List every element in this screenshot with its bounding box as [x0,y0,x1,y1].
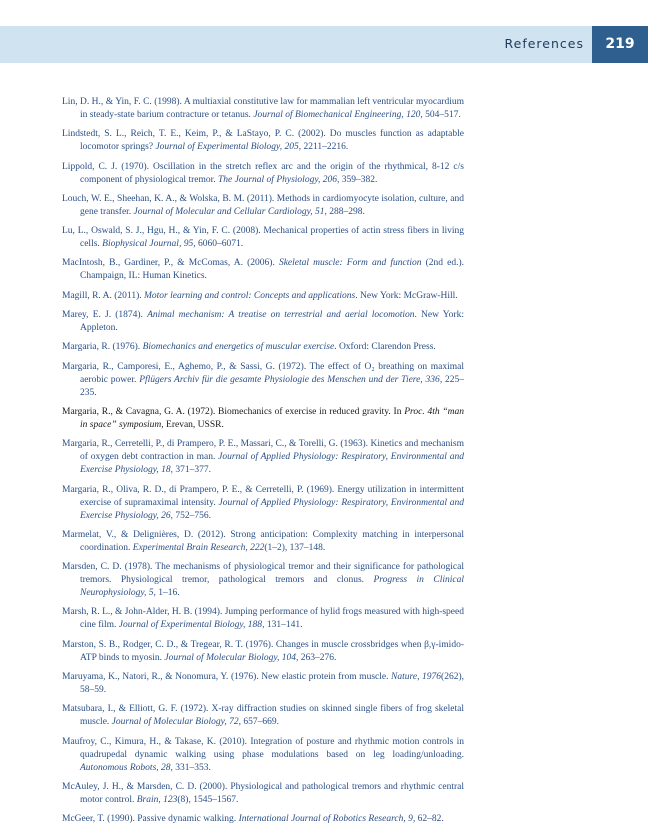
reference-text: (262), 58–59. [80,672,464,696]
reference-text: Matsubara, I., & Elliott, G. F. (1972). X-ray diffraction studies on skinned single fibers of frog skeletal muscle. [62,704,464,728]
reference-source: Biophysical Journal, 95 [102,239,194,250]
reference-entry [62,128,464,154]
reference-entry [62,341,464,354]
reference-source: Animal mechanism: A treatise on terrestrial and aerial locomotion [147,310,415,321]
running-head: References [504,36,584,51]
reference-source: Brain, 123 [136,794,178,805]
reference-source: International Journal of Robotics Research, 9 [238,814,413,825]
reference-text: McGeer, T. (1990). Passive dynamic walking. [62,814,239,825]
reference-text: Marsden, C. D. (1978). The mechanisms of physiological tremor and their significance for pathological tremors. Physiological tremor, pathological tremors and clonus. [62,562,464,586]
reference-text: Maruyama, K., Natori, R., & Nonomura, Y. (1976). New elastic protein from muscle. [62,672,392,683]
reference-text: , 359–382. [337,174,378,185]
reference-text: Louch, W. E., Sheehan, K. A., & Wolska, B. M. (2011). Methods in cardiomyocyte isolation, culture, and gene transfer. [62,193,464,217]
reference-text: Lin, D. H., & Yin, F. C. (1998). A multiaxial constitutive law for mammalian left ventricular myocardium in steady-state barium contracture or tetanus. [62,97,464,120]
reference-text: Margaria, R., Camporesi, E., Aghemo, P., & Sassi, G. (1972). The effect of O₂ breathing on maximal aerobic power. [62,361,464,385]
reference-text: , 62–82. [412,814,444,825]
reference-entry [62,813,464,826]
reference-entry [62,529,464,555]
reference-source: Journal of Biomechanical Engineering, 120 [253,110,421,120]
reference-source: Biomechanics and energetics of muscular exercise [142,342,335,353]
reference-text: Marmelat, V., & Delignières, D. (2012). Strong anticipation: Complexity matching in interpersonal coordination. [62,529,464,553]
reference-entry [62,703,464,729]
reference-text: Maufroy, C., Kimura, H., & Takase, K. (2010). Integration of posture and rhythmic motion controls in quadrupedal dynamic walking using phase modulations based on leg loading/unloading. [62,736,464,760]
reference-text: , 288–298. [324,206,365,217]
reference-entry [62,781,464,807]
reference-source: Nature, 1976 [391,672,442,683]
reference-text: (2nd ed.). Champaign, IL: Human Kinetics. [80,258,464,282]
reference-list [62,96,464,833]
reference-text: Marston, S. B., Rodger, C. D., & Tregear, R. T. (1976). Changes in muscle crossbridges when β,γ-imido-ATP binds to myosin. [62,639,464,663]
reference-entry [62,161,464,187]
reference-source: Pflügers Archiv für die gesamte Physiologie des Menschen und der Tiere, 336 [139,374,440,385]
reference-entry [62,561,464,600]
reference-source: Experimental Brain Research, 222 [132,542,265,553]
reference-text: . New York: McGraw-Hill. [355,290,458,301]
reference-source: Proc. 4th “man in space” symposium [80,406,464,430]
reference-source: Journal of Molecular Biology, 104 [164,652,297,663]
reference-text: , 2211–2216. [298,142,349,153]
page-number: 219 [592,26,648,63]
reference-text: Margaria, R., & Cavagna, G. A. (1972). Biomechanics of exercise in reduced gravity. In [62,406,405,417]
reference-text: , 1–16. [153,588,180,599]
reference-entry [62,257,464,283]
reference-entry [62,96,464,122]
reference-entry [62,290,464,303]
reference-text: , 371–377. [170,465,212,476]
reference-text: (8), 1545–1567. [177,794,239,805]
reference-source: Journal of Molecular Biology, 72 [111,717,239,728]
reference-entry [62,606,464,632]
reference-text: , Erevan, USSR. [161,419,224,430]
reference-text: , 131–141. [262,620,303,631]
reference-text: , 504–517. [420,110,461,120]
reference-entry [62,736,464,775]
reference-text: McAuley, J. H., & Marsden, C. D. (2000). Physiological and pathological tremors and rhythmic central motor control. [62,781,464,805]
reference-entry [62,361,464,400]
reference-text: Magill, R. A. (2011). [62,290,144,301]
reference-source: Journal of Experimental Biology, 188 [118,620,263,631]
reference-entry [62,193,464,219]
reference-source: Progress in Clinical Neurophysiology, 5 [80,575,464,599]
reference-entry [62,484,464,523]
reference-source: Autonomous Robots, 28 [80,762,171,773]
reference-source: Motor learning and control: Concepts and applications [143,290,356,301]
reference-text: Lu, L., Oswald, S. J., Hgu, H., & Yin, F. C. (2008). Mechanical properties of actin stress fibers in living cells. [62,226,464,250]
reference-text: Margaria, R. (1976). [62,342,143,353]
reference-entry [62,225,464,251]
reference-source: Journal of Applied Physiology: Respiratory, Environmental and Exercise Physiology, 26 [80,497,465,521]
reference-entry [62,639,464,665]
reference-text: , 6060–6071. [193,239,244,250]
reference-entry [62,438,464,477]
reference-source: Journal of Applied Physiology: Respiratory, Environmental and Exercise Physiology, 18 [80,452,465,476]
reference-text: Margaria, R., Cerretelli, P., di Prampero, P. E., Massari, C., & Torelli, G. (1963). Kinetics and mechanism of oxygen debt contraction in man. [62,439,464,463]
reference-text: Lindstedt, S. L., Reich, T. E., Keim, P., & LaStayo, P. C. (2002). Do muscles function as adaptable locomotor springs? [62,129,464,153]
reference-text: , 657–669. [238,717,279,728]
reference-source: Journal of Experimental Biology, 205 [155,142,299,153]
reference-text: . New York: Appleton. [80,310,464,334]
reference-source: Journal of Molecular and Cellular Cardiology, 51 [133,206,325,217]
reference-text: , 752–756. [170,510,212,521]
reference-text: Margaria, R., Oliva, R. D., di Prampero, P. E., & Cerretelli, P. (1969). Energy utilization in intermittent exercise of supramaximal intensity. [62,484,464,508]
reference-entry [62,406,464,432]
reference-text: MacIntosh, B., Gardiner, P., & McComas, A. (2006). [62,258,279,269]
reference-entry [62,671,464,697]
reference-text: Marey, E. J. (1874). [62,310,148,321]
reference-text: , 263–276. [296,652,337,663]
reference-text: , 225–235. [80,374,465,398]
reference-text: , 331–353. [170,762,211,773]
reference-text: Marsh, R. L., & John-Alder, H. B. (1994). Jumping performance of hylid frogs measured with high-speed cine film. [62,607,464,631]
reference-text: . Oxford: Clarendon Press. [334,342,436,353]
reference-entry [62,309,464,335]
reference-source: The Journal of Physiology, 206 [218,174,338,185]
reference-source: Skeletal muscle: Form and function [278,258,422,269]
reference-text: Lippold, C. J. (1970). Oscillation in the stretch reflex arc and the origin of the rhythmical, 8-12 c/s component of physiological tremor. [62,161,464,185]
reference-text: (1–2), 137–148. [264,542,326,553]
